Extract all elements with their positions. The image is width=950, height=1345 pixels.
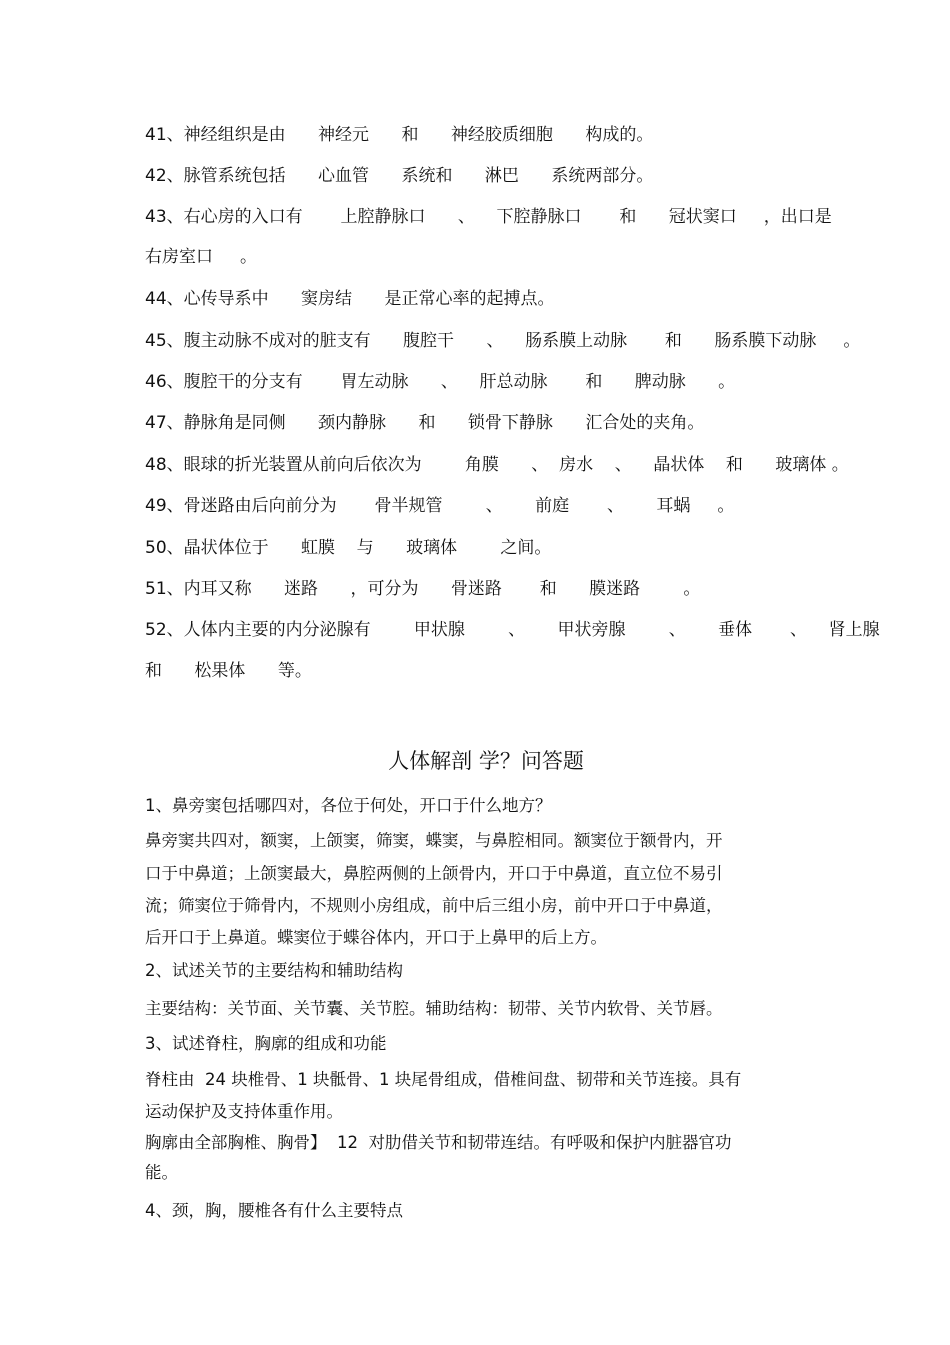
answer-line-50: 50、晶状体位于 虹膜 与 玻璃体 之间。 — [145, 538, 552, 558]
answer-3-line-3: 胸廓由全部胸椎、胸骨】 12 对肋借关节和韧带连结。有呼吸和保护内脏器官功 — [145, 1133, 732, 1152]
answer-line-41: 41、神经组织是由 神经元 和 神经胶质细胞 构成的。 — [145, 125, 654, 145]
question-3: 3、试述脊柱，胸廓的组成和功能 — [145, 1034, 387, 1053]
answer-line-44: 44、心传导系中 窦房结 是正常心率的起搏点。 — [145, 289, 555, 309]
answer-2: 主要结构：关节面、关节囊、关节腔。辅助结构：韧带、关节内软骨、关节唇。 — [145, 999, 723, 1018]
answer-3-line-4: 能。 — [145, 1163, 178, 1182]
answer-3-line-1: 脊柱由 24 块椎骨、1 块骶骨、1 块尾骨组成，借椎间盘、韧带和关节连接。具有 — [145, 1070, 742, 1089]
answer-1-line-3: 流；筛窦位于筛骨内，不规则小房组成，前中后三组小房，前中开口于中鼻道， — [145, 896, 723, 915]
answer-1-line-4: 后开口于上鼻道。蝶窦位于蝶谷体内，开口于上鼻甲的后上方。 — [145, 928, 607, 947]
answer-line-45: 45、腹主动脉不成对的脏支有 腹腔干 、 肠系膜上动脉 和 肠系膜下动脉 。 — [145, 331, 861, 351]
answer-3-line-2: 运动保护及支持体重作用。 — [145, 1102, 343, 1121]
answer-line-42: 42、脉管系统包括 心血管 系统和 淋巴 系统两部分。 — [145, 166, 654, 186]
answer-1-line-1: 鼻旁窦共四对，额窦，上颌窦，筛窦，蝶窦，与鼻腔相同。额窦位于额骨内，开 — [145, 831, 723, 850]
question-2: 2、试述关节的主要结构和辅助结构 — [145, 961, 403, 980]
answer-line-51: 51、内耳又称 迷路 ，可分为 骨迷路 和 膜迷路 。 — [145, 579, 701, 599]
question-1: 1、鼻旁窦包括哪四对，各位于何处，开口于什么地方？ — [145, 796, 552, 815]
answer-line-49: 49、骨迷路由后向前分为 骨半规管 、 前庭 、 耳蜗 。 — [145, 496, 735, 516]
answer-line-47: 47、静脉角是同侧 颈内静脉 和 锁骨下静脉 汇合处的夹角。 — [145, 413, 705, 433]
section-title: 人体解剖 学？问答题 — [388, 749, 584, 773]
answer-line-43-cont: 右房室口 。 — [145, 247, 258, 267]
answer-line-52-cont: 和 松果体 等。 — [145, 661, 312, 681]
answer-1-line-2: 口于中鼻道；上颌窦最大，鼻腔两侧的上颌骨内，开口于中鼻道，直立位不易引 — [145, 864, 723, 883]
answer-line-48: 48、眼球的折光装置从前向后依次为 角膜 、 房水 、 晶状体 和 玻璃体 。 — [145, 455, 849, 475]
answer-line-52: 52、人体内主要的内分泌腺有 甲状腺 、 甲状旁腺 、 垂体 、 肾上腺 — [145, 620, 880, 640]
answer-line-43: 43、右心房的入口有 上腔静脉口 、 下腔静脉口 和 冠状窦口 ，出口是 — [145, 207, 832, 227]
answer-line-46: 46、腹腔干的分支有 胃左动脉 、 肝总动脉 和 脾动脉 。 — [145, 372, 736, 392]
question-4: 4、颈，胸，腰椎各有什么主要特点 — [145, 1201, 403, 1220]
